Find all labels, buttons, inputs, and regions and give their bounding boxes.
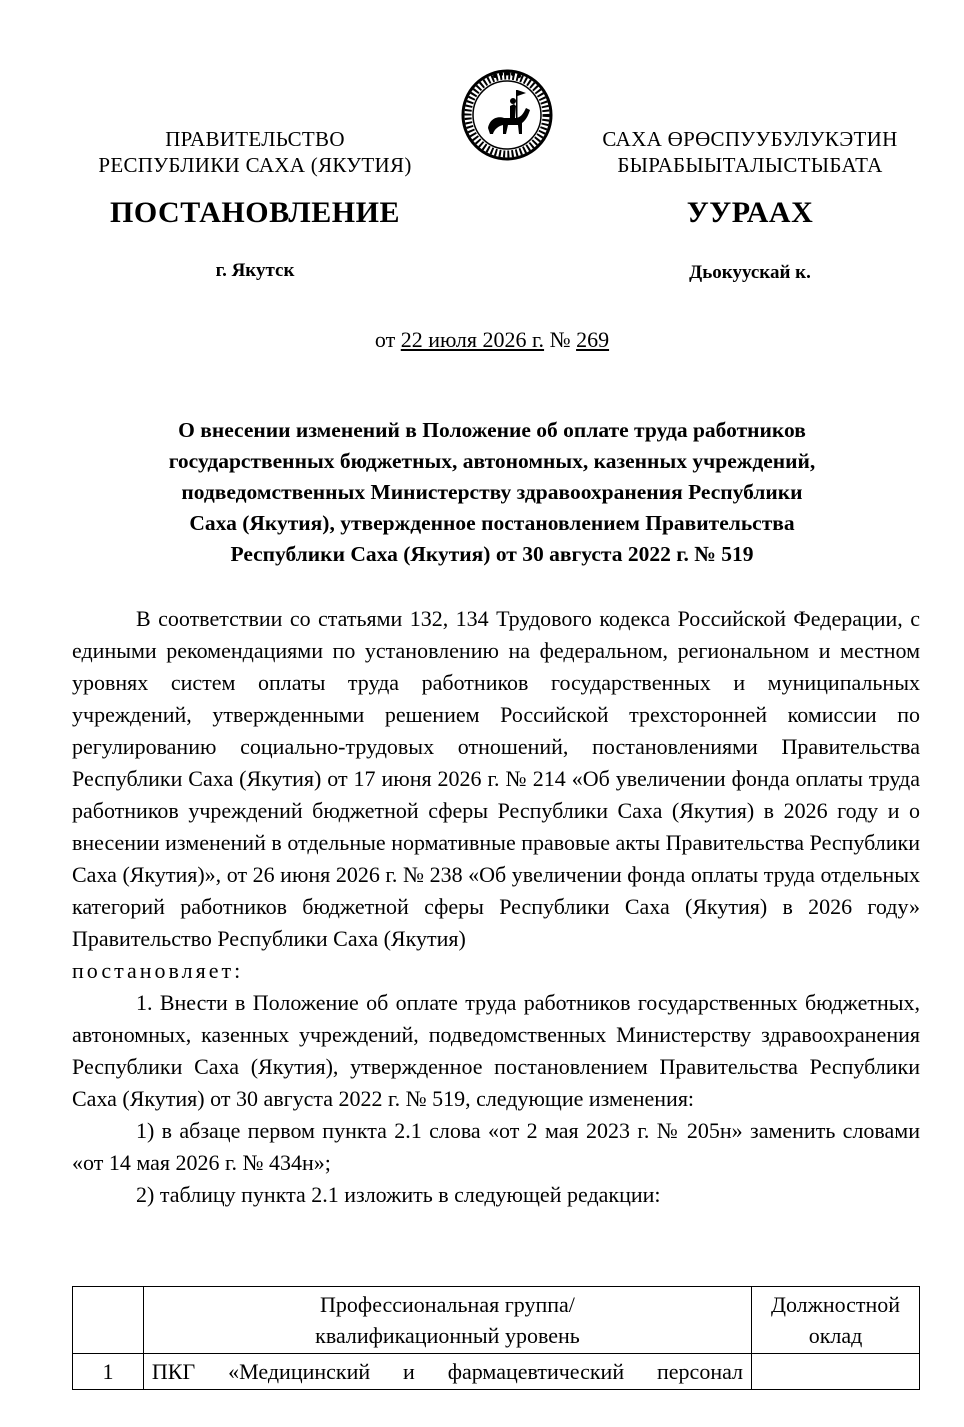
government-name-ru-line2: РЕСПУБЛИКИ САХА (ЯКУТИЯ) — [98, 153, 412, 177]
date-prefix: от — [374, 327, 396, 352]
government-name-sah-line1: САХА ӨРӨСПУУБУЛУКЭТИН — [602, 127, 898, 151]
table-cell-group: ПКГ «Медицинский и фармацевтический персонал — [143, 1354, 751, 1390]
table-header-group — [143, 1287, 751, 1354]
government-name-sah-line2: БЫРАБЫЫТАЛЫСТЫБАТА — [617, 153, 883, 177]
table-header-row — [73, 1287, 920, 1354]
table-cell-salary — [752, 1354, 920, 1390]
table-row — [73, 1354, 920, 1390]
table-header-group-line2: квалификационный уровень — [315, 1323, 580, 1348]
subitem-1-paragraph: 1) в абзаце первом пункта 2.1 слова «от 2 мая 2023 г. № 205н» заменить словами «от 14 мая 2026 г. № 434н»; — [72, 1118, 920, 1175]
table-header-number — [73, 1287, 144, 1354]
subitem-2-paragraph: 2) таблицу пункта 2.1 изложить в следующей редакции: — [136, 1182, 661, 1207]
document-title — [60, 415, 924, 570]
document-body — [72, 603, 920, 1211]
city-ru: г. Якутск — [215, 260, 295, 281]
salary-table — [72, 1286, 920, 1390]
title-line: О внесении изменений в Положение об оплате труда работников — [178, 418, 806, 442]
government-name-ru-line1: ПРАВИТЕЛЬСТВО — [165, 127, 345, 151]
document-dateline — [0, 327, 964, 353]
table-header-salary-line2: оклад — [808, 1323, 863, 1348]
table-cell-number: 1 — [73, 1354, 144, 1390]
title-line: Республики Саха (Якутия) от 30 августа 2022 г. № 519 — [230, 542, 754, 566]
title-line: Саха (Якутия), утвержденное постановлением Правительства — [189, 511, 795, 535]
document-number: 269 — [576, 327, 610, 352]
resolves-word: постановляет: — [72, 958, 244, 983]
table-header-salary-line1: Должностной — [770, 1292, 901, 1317]
government-name-sah — [560, 126, 940, 178]
number-sign: № — [549, 327, 571, 352]
city-sah: Дьокуускай к. — [689, 262, 811, 283]
doc-type-sah: УУРААХ — [686, 196, 814, 229]
preamble-paragraph: В соответствии со статьями 132, 134 Трудового кодекса Российской Федерации, с едиными рекомендациями по установлению на федеральном, региональном и местном уровнях систем оплаты труда работников государственных и муниципальных учреждений, утвержденными решением Российской трехсторонней комиссии по регулированию социально-трудовых отношений, постановлениями Правительства Республики Саха (Якутия) от 17 июня 2026 г. № 214 «Об увеличении фонда оплаты труда работников учреждений бюджетной сферы Республики Саха (Якутия) в 2026 году и о внесении изменений в отдельные нормативные правовые акты Правительства Республики Саха (Якутия)», от 26 июня 2026 г. № 238 «Об увеличении фонда оплаты труда отдельных категорий работников бюджетной сферы Республики Саха (Якутия) в 2026 году» Правительство Республики Саха (Якутия) — [72, 606, 920, 951]
item-1-paragraph: 1. Внести в Положение об оплате труда работников государственных бюджетных, автономных, казенных учреждений, подведомственных Министерству здравоохранения Республики Саха (Якутия), утвержденное постановлением Правительства Республики Саха (Якутия) от 30 августа 2022 г. № 519, следующие изменения: — [72, 990, 920, 1111]
title-line: подведомственных Министерству здравоохранения Республики — [181, 480, 803, 504]
document-date: 22 июля 2026 г. — [400, 327, 545, 352]
coat-of-arms-icon — [460, 68, 554, 162]
government-name-ru — [60, 126, 450, 178]
table-header-group-line1: Профессиональная группа/ — [320, 1292, 575, 1317]
table-header-salary — [752, 1287, 920, 1354]
doc-type-ru: ПОСТАНОВЛЕНИЕ — [110, 196, 400, 229]
title-line: государственных бюджетных, автономных, казенных учреждений, — [168, 449, 816, 473]
